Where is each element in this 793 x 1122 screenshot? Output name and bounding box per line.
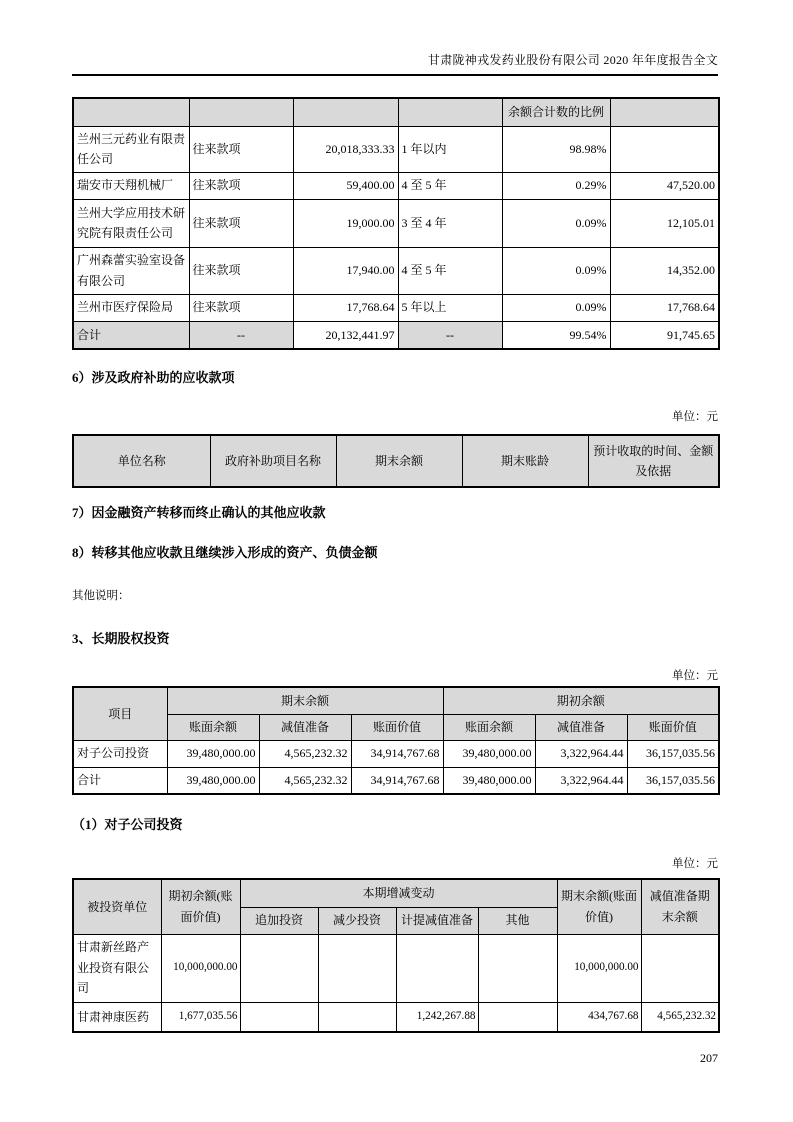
ratio-header-cell: 余额合计数的比例 (502, 98, 610, 126)
value-cell: 34,914,767.68 (351, 740, 443, 767)
investee-header-cell: 被投资单位 (73, 879, 161, 934)
aging-cell: 4 至 5 年 (398, 247, 502, 294)
ratio-cell: 0.09% (502, 247, 610, 294)
debtor-name-cell: 广州森蕾实验室设备有限公司 (73, 247, 189, 294)
unit-name-header-cell: 单位名称 (73, 435, 210, 487)
total-label-cell: 合计 (73, 321, 189, 349)
closing-balance-group-cell: 期末余额 (167, 687, 443, 714)
table-row (73, 740, 719, 767)
gov-subsidy-header-row (73, 435, 719, 487)
document-header (72, 0, 718, 76)
aging-cell: 1 年以内 (398, 126, 502, 172)
value-cell: 3,322,964.44 (535, 740, 627, 767)
closing-cell: 434,767.68 (557, 1002, 641, 1032)
closing-cell: 10,000,000.00 (557, 934, 641, 1002)
empty-header-cell (398, 98, 502, 126)
add-cell (240, 934, 318, 1002)
aging-table (72, 97, 720, 350)
item-cell: 对子公司投资 (73, 740, 167, 767)
value-cell: 34,914,767.68 (351, 767, 443, 794)
closing-balance-header-cell: 期末余额 (336, 435, 462, 487)
ratio-cell: 98.98% (502, 126, 610, 172)
empty-header-cell (293, 98, 398, 126)
impairment-header-cell: 减值准备 (535, 714, 627, 740)
lt-equity-header-row (73, 687, 719, 714)
ratio-cell: 0.09% (502, 199, 610, 247)
investee-cell: 甘肃神康医药 (73, 1002, 161, 1032)
ratio-cell: 0.09% (502, 294, 610, 321)
book-balance-header-cell: 账面余额 (167, 714, 259, 740)
additional-investment-header-cell: 追加投资 (240, 907, 318, 934)
impairment-cell: 4,565,232.32 (641, 1002, 719, 1032)
section-heading-7: 7）因金融资产转移而终止确认的其他应收款 (72, 505, 326, 520)
table-row (73, 172, 719, 199)
reduce-cell (318, 934, 396, 1002)
table-row (73, 126, 719, 172)
impairment-header-cell: 减值准备 (259, 714, 351, 740)
opening-cell: 10,000,000.00 (161, 934, 240, 1002)
total-aging-cell: -- (398, 321, 502, 349)
value-cell: 4,565,232.32 (259, 740, 351, 767)
reduce-cell (318, 1002, 396, 1032)
opening-balance-group-cell: 期初余额 (443, 687, 719, 714)
total-provision-cell: 91,745.65 (610, 321, 719, 349)
section-heading-3: 3、长期股权投资 (72, 631, 170, 646)
provision-cell (610, 126, 719, 172)
book-value-header-cell: 账面价值 (351, 714, 443, 740)
table-row (73, 199, 719, 247)
nature-cell: 往来款项 (189, 294, 293, 321)
nature-cell: 往来款项 (189, 126, 293, 172)
aging-cell: 4 至 5 年 (398, 172, 502, 199)
debtor-name-cell: 兰州大学应用技术研究院有限责任公司 (73, 199, 189, 247)
opening-balance-header-cell: 期初余额(账面价值) (161, 879, 240, 934)
gov-subsidy-table (72, 434, 720, 488)
empty-header-cell (189, 98, 293, 126)
amount-cell: 19,000.00 (293, 199, 398, 247)
lt-equity-subheader-row (73, 714, 719, 740)
amount-cell: 59,400.00 (293, 172, 398, 199)
unit-label: 单位：元 (672, 670, 718, 682)
add-cell (240, 1002, 318, 1032)
provision-cell: 12,105.01 (610, 199, 719, 247)
aging-table-header-row (73, 98, 719, 126)
provision-cell: 47,520.00 (610, 172, 719, 199)
aging-cell: 3 至 4 年 (398, 199, 502, 247)
empty-header-cell (610, 98, 719, 126)
document-title: 甘肃陇神戎发药业股份有限公司 2020 年年度报告全文 (427, 53, 718, 67)
debtor-name-cell: 兰州市医疗保险局 (73, 294, 189, 321)
unit-label: 单位：元 (672, 411, 718, 423)
other-note: 其他说明： (72, 590, 130, 602)
provision-cell: 17,768.64 (610, 294, 719, 321)
impairment-closing-header-cell: 减值准备期末余额 (641, 879, 719, 934)
section-heading-8: 8）转移其他应收款且继续涉入形成的资产、负债金额 (72, 545, 378, 560)
value-cell: 39,480,000.00 (443, 740, 535, 767)
other-header-cell: 其他 (478, 907, 557, 934)
empty-header-cell (73, 98, 189, 126)
nature-cell: 往来款项 (189, 172, 293, 199)
total-row (73, 321, 719, 349)
subsidiary-investment-table (72, 878, 720, 1033)
value-cell: 4,565,232.32 (259, 767, 351, 794)
debtor-name-cell: 瑞安市天翔机械厂 (73, 172, 189, 199)
book-value-header-cell: 账面价值 (627, 714, 719, 740)
other-cell (478, 1002, 557, 1032)
total-row (73, 767, 719, 794)
provision-cell: 14,352.00 (610, 247, 719, 294)
debtor-name-cell: 兰州三元药业有限责任公司 (73, 126, 189, 172)
table-row (73, 247, 719, 294)
value-cell: 3,322,964.44 (535, 767, 627, 794)
closing-aging-header-cell: 期末账龄 (462, 435, 588, 487)
subsidy-project-header-cell: 政府补助项目名称 (210, 435, 336, 487)
subsection-heading-1: （1）对子公司投资 (72, 817, 183, 832)
accrued-cell: 1,242,267.88 (396, 1002, 478, 1032)
impairment-accrued-header-cell: 计提减值准备 (396, 907, 478, 934)
total-nature-cell: -- (189, 321, 293, 349)
period-change-group-cell: 本期增减变动 (240, 879, 557, 907)
value-cell: 39,480,000.00 (167, 740, 259, 767)
investee-cell: 甘肃新丝路产业投资有限公司 (73, 934, 161, 1002)
table-row (73, 934, 719, 1002)
total-amount-cell: 20,132,441.97 (293, 321, 398, 349)
value-cell: 36,157,035.56 (627, 767, 719, 794)
total-ratio-cell: 99.54% (502, 321, 610, 349)
item-header-cell: 项目 (73, 687, 167, 740)
impairment-cell (641, 934, 719, 1002)
value-cell: 36,157,035.56 (627, 740, 719, 767)
expected-collection-header-cell: 预计收取的时间、金额及依据 (588, 435, 719, 487)
amount-cell: 17,768.64 (293, 294, 398, 321)
amount-cell: 17,940.00 (293, 247, 398, 294)
nature-cell: 往来款项 (189, 199, 293, 247)
amount-cell: 20,018,333.33 (293, 126, 398, 172)
subsidiary-header-row (73, 879, 719, 907)
unit-label: 单位：元 (672, 858, 718, 870)
table-row (73, 294, 719, 321)
value-cell: 39,480,000.00 (167, 767, 259, 794)
value-cell: 39,480,000.00 (443, 767, 535, 794)
closing-balance-header-cell: 期末余额(账面价值) (557, 879, 641, 934)
aging-cell: 5 年以上 (398, 294, 502, 321)
total-label-cell: 合计 (73, 767, 167, 794)
section-heading-6: 6）涉及政府补助的应收款项 (72, 370, 235, 385)
reduced-investment-header-cell: 减少投资 (318, 907, 396, 934)
table-row (73, 1002, 719, 1032)
book-balance-header-cell: 账面余额 (443, 714, 535, 740)
other-cell (478, 934, 557, 1002)
accrued-cell (396, 934, 478, 1002)
nature-cell: 往来款项 (189, 247, 293, 294)
ratio-cell: 0.29% (502, 172, 610, 199)
opening-cell: 1,677,035.56 (161, 1002, 240, 1032)
lt-equity-table (72, 686, 720, 795)
page-number: 207 (700, 1051, 718, 1065)
